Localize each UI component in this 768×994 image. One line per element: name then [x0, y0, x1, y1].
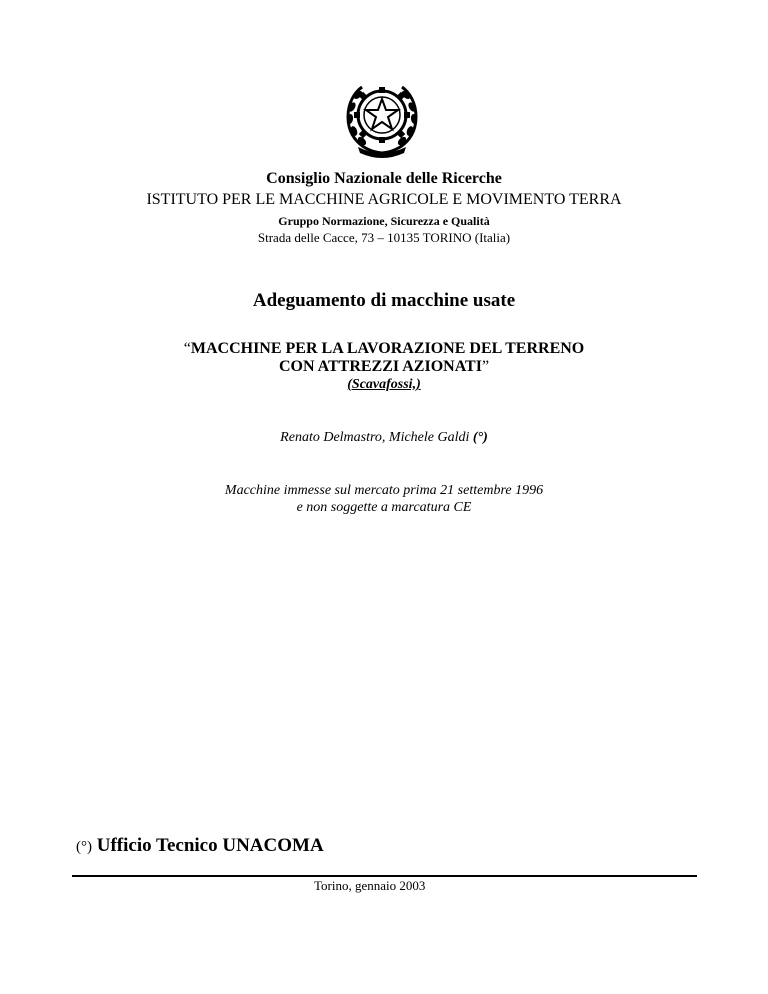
subtitle-line-1 — [0, 340, 768, 358]
footer-date: Torino, gennaio 2003 — [314, 878, 426, 893]
institute-name: ISTITUTO PER LE MACCHINE AGRICOLE E MOVIMENTO TERRA — [146, 191, 622, 208]
subtitle-line-1-text: MACCHINE PER LA LAVORAZIONE DEL TERRENO — [190, 340, 585, 357]
authors-names: Renato Delmastro, Michele Galdi — [280, 430, 473, 445]
organization-name: Consiglio Nazionale delle Ricerche — [266, 170, 502, 187]
office-footnote-mark: (°) — [76, 839, 92, 855]
authors-footnote-mark: (°) — [472, 430, 488, 445]
close-quote: ” — [481, 358, 490, 375]
office-footnote — [76, 835, 324, 857]
group-name: Gruppo Normazione, Sicurezza e Qualità — [278, 214, 490, 228]
italian-republic-emblem-icon — [338, 73, 426, 159]
note-line-1: Macchine immesse sul mercato prima 21 settembre 1996 — [224, 483, 544, 498]
authors — [0, 430, 768, 446]
note-line-2: e non soggette a marcatura CE — [296, 500, 472, 515]
subtitle-parenthetical: (Scavafossi,) — [347, 377, 421, 392]
open-quote: “ — [183, 340, 191, 357]
subtitle-line-2-text: CON ATTREZZI AZIONATI — [278, 358, 482, 375]
institute-address: Strada delle Cacce, 73 – 10135 TORINO (Italia) — [257, 230, 511, 245]
subtitle-line-2 — [0, 358, 768, 376]
document-title: Adeguamento di macchine usate — [252, 290, 516, 311]
office-name: Ufficio Tecnico UNACOMA — [92, 835, 324, 856]
footer-divider — [72, 875, 697, 877]
